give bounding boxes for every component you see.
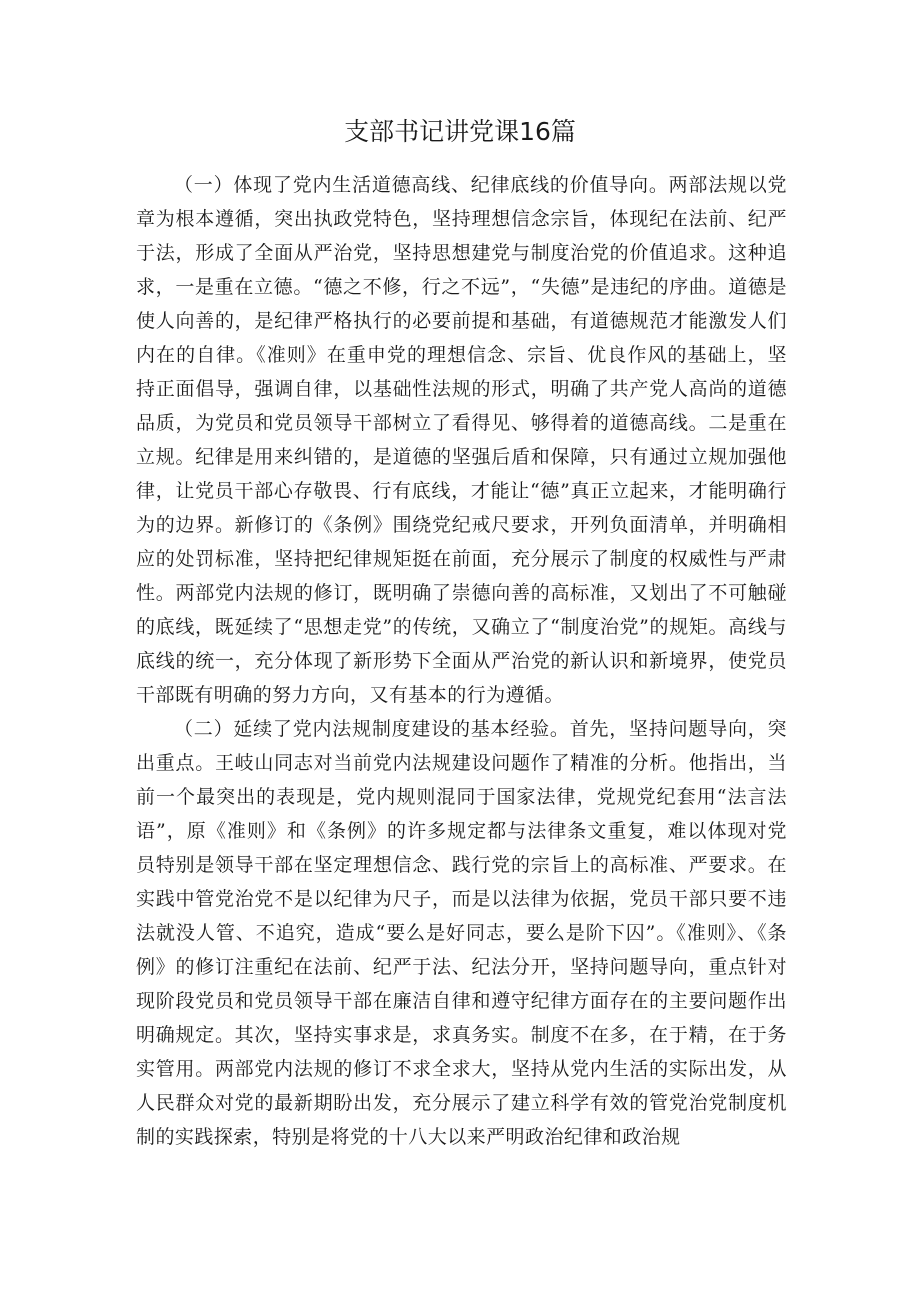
document-body: [136, 168, 787, 1154]
paragraph-1: （一）体现了党内生活道德高线、纪律底线的价值导向。两部法规以党章为根本遵循，突出执政党特色，坚持理想信念宗旨，体现纪在法前、纪严于法，形成了全面从严治党，坚持思想建党与制度治党的价值追求。这种追求，一是重在立德。“德之不修，行之不远”，“失德”是违纪的序曲。道德是使人向善的，是纪律严格执行的必要前提和基础，有道德规范才能激发人们内在的自律。《准则》在重申党的理想信念、宗旨、优良作风的基础上，坚持正面倡导，强调自律，以基础性法规的形式，明确了共产党人高尚的道德品质，为党员和党员领导干部树立了看得见、够得着的道德高线。二是重在立规。纪律是用来纠错的，是道德的坚强后盾和保障，只有通过立规加强他律，让党员干部心存敬畏、行有底线，才能让“德”真正立起来，才能明确行为的边界。新修订的《条例》围绕党纪戒尺要求，开列负面清单，并明确相应的处罚标准，坚持把纪律规矩挺在前面，充分展示了制度的权威性与严肃性。两部党内法规的修订，既明确了崇德向善的高标准，又划出了不可触碰的底线，既延续了“思想走党”的传统，又确立了“制度治党”的规矩。高线与底线的统一，充分体现了新形势下全面从严治党的新认识和新境界，使党员干部既有明确的努力方向，又有基本的行为遵循。: [136, 174, 787, 706]
document-title: 支部书记讲党课16篇: [344, 117, 576, 146]
paragraph-2: （二）延续了党内法规制度建设的基本经验。首先，坚持问题导向，突出重点。王岐山同志对当前党内法规建设问题作了精准的分析。他指出，当前一个最突出的表现是，党内规则混同于国家法律，党规党纪套用“法言法语”，原《准则》和《条例》的许多规定都与法律条文重复，难以体现对党员特别是领导干部在坚定理想信念、践行党的宗旨上的高标准、严要求。在实践中管党治党不是以纪律为尺子，而是以法律为依据，党员干部只要不违法就没人管、不追究，造成“要么是好同志，要么是阶下囚”。《准则》、《条例》的修订注重纪在法前、纪严于法、纪法分开，坚持问题导向，重点针对现阶段党员和党员领导干部在廉洁自律和遵守纪律方面存在的主要问题作出明确规定。其次，坚持实事求是，求真务实。制度不在多，在于精，在于务实管用。两部党内法规的修订不求全求大，坚持从党内生活的实际出发，从人民群众对党的最新期盼出发，充分展示了建立科学有效的管党治党制度机制的实践探索，特别是将党的十八大以来严明政治纪律和政治规: [136, 718, 787, 1148]
